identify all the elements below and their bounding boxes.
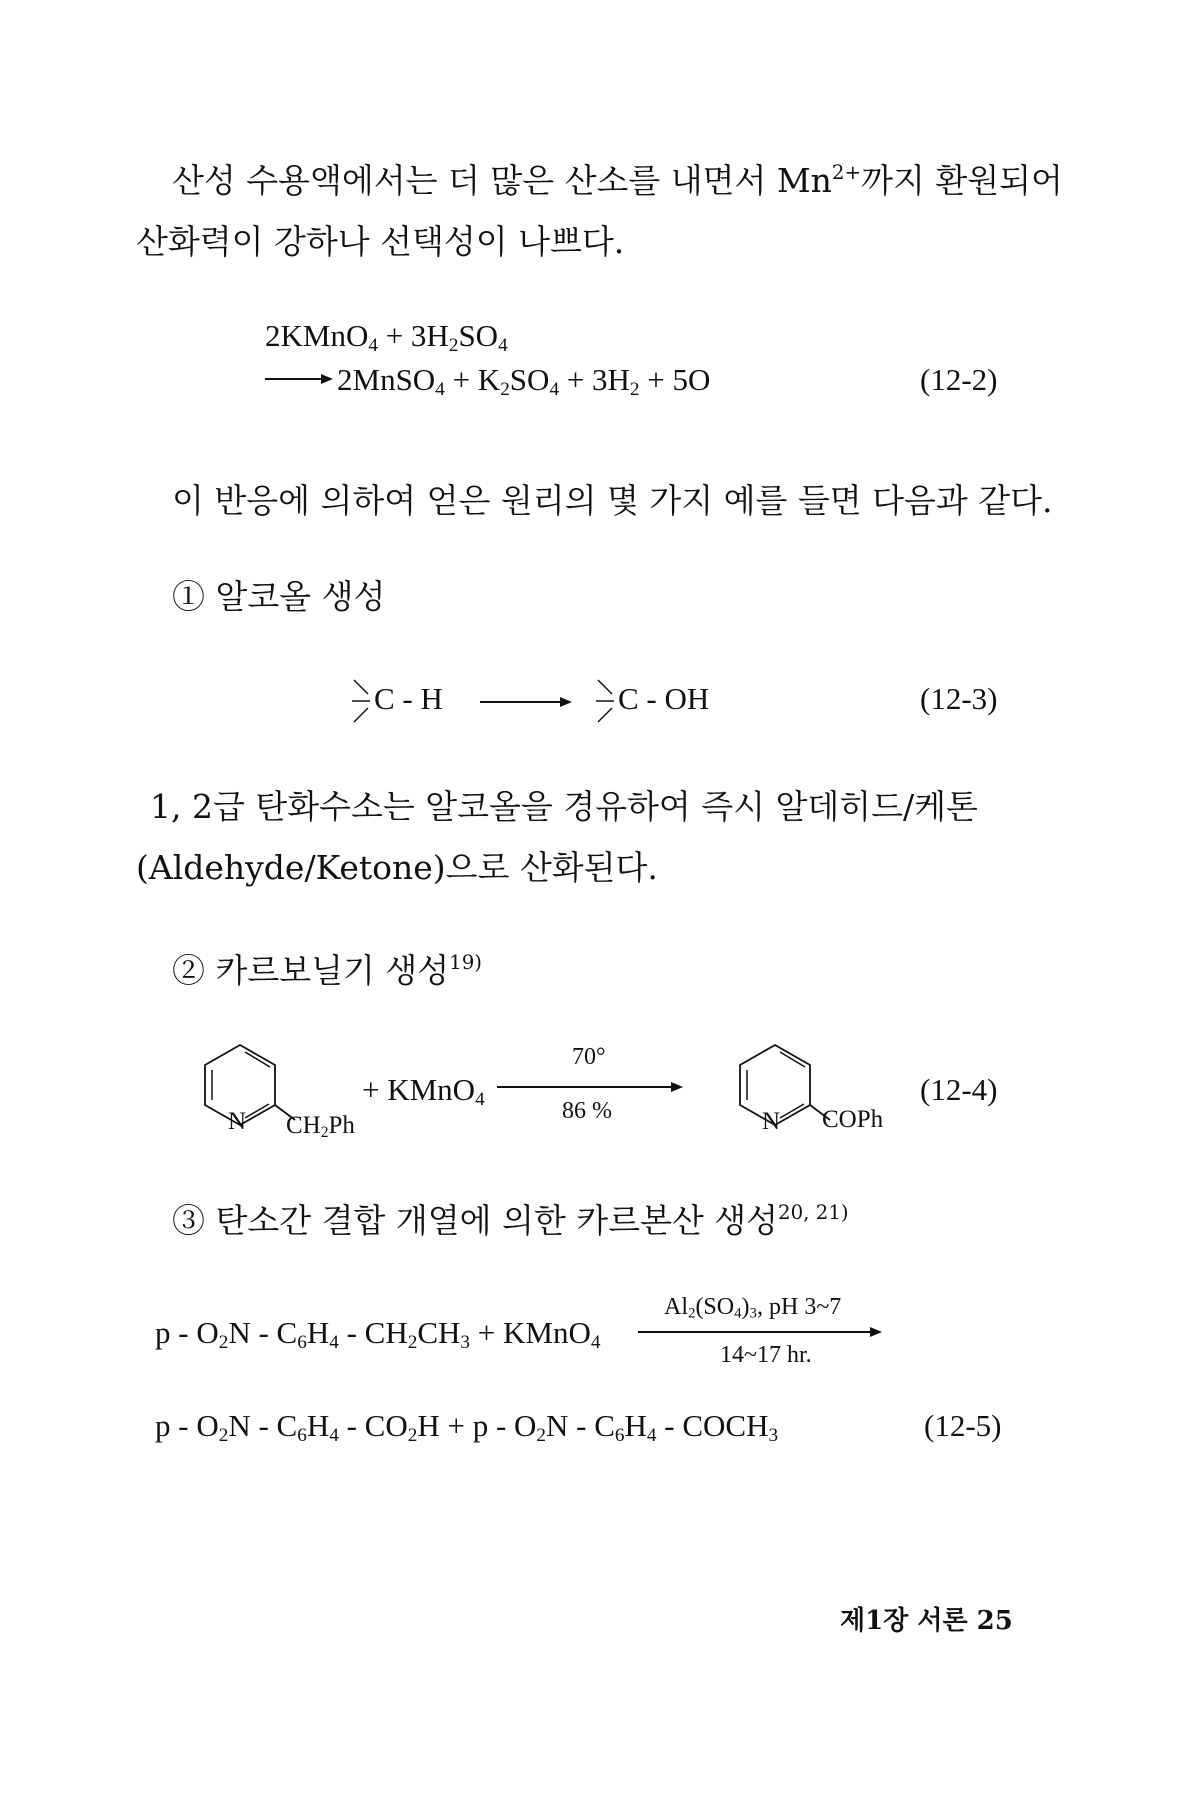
section-2-title: ② 카르보닐기 생성$^{19)}$ (172, 951, 483, 990)
right-ring-substituent: COPh (822, 1106, 884, 1133)
reaction-conditions-bottom: 14~17 hr. (720, 1342, 812, 1368)
section-1-description-1: 1, 2급 탄화수소는 알코올을 경유하여 즉시 알데히드/케톤 (150, 787, 978, 826)
reaction-arrow-12-5 (638, 1325, 882, 1339)
eq-12-2-products: 2MnSO$_4$ + $K_2SO_4 + 3H_2 + 5O$ (337, 362, 711, 400)
eq-12-2-reactants: 2KMnO$_4$ + $3H_2SO_4$ (265, 318, 508, 356)
right-ring-nitrogen: N (762, 1108, 781, 1135)
section-1-description-2: (Aldehyde/Ketone)으로 산화된다. (136, 848, 658, 887)
intro-line-2: 산화력이 강하나 선택성이 나쁘다. (136, 222, 625, 261)
bond-lines-right (594, 678, 618, 724)
equation-number-12-2: (12-2) (920, 362, 998, 397)
reaction-arrow-12-3 (480, 695, 572, 709)
reaction-arrow-12-2 (265, 372, 333, 386)
reaction-yield: 86 % (562, 1098, 612, 1124)
page-number: 25 (976, 1606, 1013, 1636)
section-1-title: ① 알코올 생성 (172, 577, 386, 616)
reaction-temperature: 70° (572, 1044, 606, 1070)
chapter-title: 제1장 서론 (840, 1606, 968, 1636)
equation-number-12-4: (12-4) (920, 1072, 998, 1107)
eq-12-5-products: $p - O_2N - C_6H_4 - CO_2H + p - O_2N - C_6H_4$ - $COCH_3$ (155, 1408, 779, 1446)
reaction-conditions-top: $Al_2(SO_4)_3$, pH 3~7 (664, 1294, 842, 1322)
section-3-title: ③ 탄소간 결합 개열에 의한 카르본산 생성$^{20, 21)}$ (172, 1201, 849, 1240)
kmno4-reagent: + KMnO$_4$ (362, 1072, 485, 1110)
left-ring-substituent: $CH_2Ph$ (286, 1112, 355, 1141)
intro-line-1: 산성 수용액에서는 더 많은 산소를 내면서 $Mn^{2+}$까지 환원되어 (172, 161, 1063, 200)
examples-intro: 이 반응에 의하여 얻은 원리의 몇 가지 예를 들면 다음과 같다. (172, 481, 1053, 520)
page-footer (840, 1600, 1013, 1637)
reaction-arrow-12-4 (497, 1080, 683, 1094)
equation-number-12-3: (12-3) (920, 681, 998, 716)
alcohol-reactant: C - H (374, 681, 443, 716)
bond-lines-left (350, 678, 374, 724)
eq-12-5-reactants: p - $O_2N - C_6H_4 - CH_2CH_3$ + KMnO$_4$ (155, 1315, 601, 1353)
left-ring-nitrogen: N (228, 1108, 247, 1135)
equation-number-12-5: (12-5) (924, 1408, 1002, 1443)
alcohol-product: C - OH (618, 681, 710, 716)
